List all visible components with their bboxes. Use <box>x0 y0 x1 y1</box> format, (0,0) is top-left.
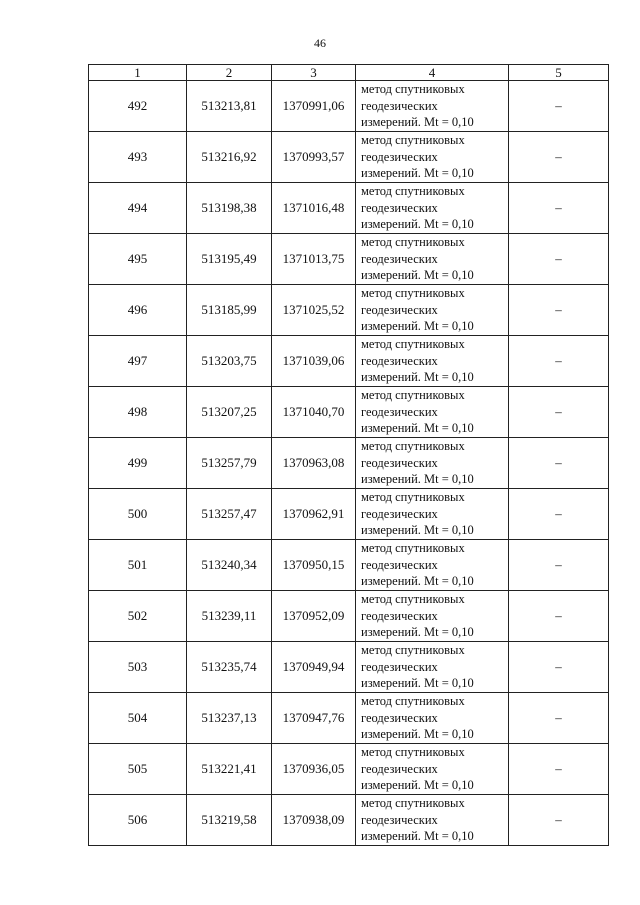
y-coordinate-cell: 1371025,52 <box>272 285 356 336</box>
method-line: геодезических <box>361 608 438 623</box>
method-line: метод спутниковых <box>361 796 465 811</box>
method-line: измерений. Mt = 0,10 <box>361 319 474 334</box>
method-line: геодезических <box>361 659 438 674</box>
method-line: измерений. Mt = 0,10 <box>361 472 474 487</box>
point-number-cell: 499 <box>89 438 187 489</box>
y-coordinate-cell: 1370993,57 <box>272 132 356 183</box>
method-line: геодезических <box>361 710 438 725</box>
method-cell <box>356 438 509 489</box>
x-coordinate-cell: 513219,58 <box>187 795 272 846</box>
method-line: метод спутниковых <box>361 490 465 505</box>
note-cell: – <box>509 285 609 336</box>
point-number-cell: 498 <box>89 387 187 438</box>
method-line: измерений. Mt = 0,10 <box>361 370 474 385</box>
note-cell: – <box>509 438 609 489</box>
point-number-cell: 506 <box>89 795 187 846</box>
method-line: измерений. Mt = 0,10 <box>361 676 474 691</box>
method-cell <box>356 642 509 693</box>
table-row <box>89 234 609 285</box>
method-cell <box>356 387 509 438</box>
y-coordinate-cell: 1370962,91 <box>272 489 356 540</box>
method-cell <box>356 81 509 132</box>
note-cell: – <box>509 795 609 846</box>
y-coordinate-cell: 1370947,76 <box>272 693 356 744</box>
method-line: измерений. Mt = 0,10 <box>361 625 474 640</box>
method-line: измерений. Mt = 0,10 <box>361 268 474 283</box>
method-line: геодезических <box>361 557 438 572</box>
method-cell <box>356 336 509 387</box>
column-header-5: 5 <box>509 65 609 81</box>
x-coordinate-cell: 513239,11 <box>187 591 272 642</box>
table-row <box>89 81 609 132</box>
method-cell <box>356 285 509 336</box>
point-number-cell: 497 <box>89 336 187 387</box>
method-line: метод спутниковых <box>361 133 465 148</box>
method-line: измерений. Mt = 0,10 <box>361 574 474 589</box>
note-cell: – <box>509 387 609 438</box>
point-number-cell: 503 <box>89 642 187 693</box>
method-line: измерений. Mt = 0,10 <box>361 829 474 844</box>
method-cell <box>356 591 509 642</box>
method-line: измерений. Mt = 0,10 <box>361 115 474 130</box>
y-coordinate-cell: 1370936,05 <box>272 744 356 795</box>
method-cell <box>356 234 509 285</box>
y-coordinate-cell: 1370963,08 <box>272 438 356 489</box>
method-line: измерений. Mt = 0,10 <box>361 523 474 538</box>
table-row <box>89 795 609 846</box>
x-coordinate-cell: 513237,13 <box>187 693 272 744</box>
table-body <box>89 81 609 846</box>
method-line: метод спутниковых <box>361 439 465 454</box>
x-coordinate-cell: 513203,75 <box>187 336 272 387</box>
y-coordinate-cell: 1371040,70 <box>272 387 356 438</box>
x-coordinate-cell: 513235,74 <box>187 642 272 693</box>
method-line: метод спутниковых <box>361 337 465 352</box>
y-coordinate-cell: 1370938,09 <box>272 795 356 846</box>
x-coordinate-cell: 513240,34 <box>187 540 272 591</box>
table-row <box>89 693 609 744</box>
table-row <box>89 183 609 234</box>
note-cell: – <box>509 183 609 234</box>
table-row <box>89 591 609 642</box>
note-cell: – <box>509 591 609 642</box>
method-line: метод спутниковых <box>361 541 465 556</box>
column-header-1: 1 <box>89 65 187 81</box>
x-coordinate-cell: 513207,25 <box>187 387 272 438</box>
table-row <box>89 438 609 489</box>
method-line: геодезических <box>361 455 438 470</box>
note-cell: – <box>509 744 609 795</box>
note-cell: – <box>509 642 609 693</box>
table-row <box>89 744 609 795</box>
method-line: геодезических <box>361 506 438 521</box>
table-row <box>89 285 609 336</box>
point-number-cell: 505 <box>89 744 187 795</box>
point-number-cell: 504 <box>89 693 187 744</box>
note-cell: – <box>509 336 609 387</box>
table-header-row <box>89 65 609 81</box>
y-coordinate-cell: 1370952,09 <box>272 591 356 642</box>
table-row <box>89 387 609 438</box>
x-coordinate-cell: 513195,49 <box>187 234 272 285</box>
method-line: измерений. Mt = 0,10 <box>361 421 474 436</box>
method-line: геодезических <box>361 98 438 113</box>
note-cell: – <box>509 234 609 285</box>
method-line: геодезических <box>361 761 438 776</box>
method-cell <box>356 132 509 183</box>
method-line: геодезических <box>361 812 438 827</box>
y-coordinate-cell: 1371013,75 <box>272 234 356 285</box>
point-number-cell: 502 <box>89 591 187 642</box>
method-line: геодезических <box>361 404 438 419</box>
method-line: метод спутниковых <box>361 592 465 607</box>
method-line: измерений. Mt = 0,10 <box>361 778 474 793</box>
coordinates-table <box>88 64 609 846</box>
y-coordinate-cell: 1371016,48 <box>272 183 356 234</box>
y-coordinate-cell: 1370991,06 <box>272 81 356 132</box>
x-coordinate-cell: 513257,79 <box>187 438 272 489</box>
method-line: метод спутниковых <box>361 745 465 760</box>
note-cell: – <box>509 540 609 591</box>
method-line: метод спутниковых <box>361 235 465 250</box>
table-row <box>89 132 609 183</box>
column-header-3: 3 <box>272 65 356 81</box>
x-coordinate-cell: 513257,47 <box>187 489 272 540</box>
method-cell <box>356 489 509 540</box>
method-line: геодезических <box>361 251 438 266</box>
method-cell <box>356 183 509 234</box>
point-number-cell: 501 <box>89 540 187 591</box>
method-cell <box>356 540 509 591</box>
method-line: геодезических <box>361 200 438 215</box>
method-cell <box>356 744 509 795</box>
point-number-cell: 495 <box>89 234 187 285</box>
point-number-cell: 492 <box>89 81 187 132</box>
note-cell: – <box>509 81 609 132</box>
x-coordinate-cell: 513198,38 <box>187 183 272 234</box>
method-line: измерений. Mt = 0,10 <box>361 217 474 232</box>
method-line: измерений. Mt = 0,10 <box>361 727 474 742</box>
method-line: метод спутниковых <box>361 388 465 403</box>
method-cell <box>356 693 509 744</box>
point-number-cell: 493 <box>89 132 187 183</box>
method-line: метод спутниковых <box>361 184 465 199</box>
point-number-cell: 496 <box>89 285 187 336</box>
column-header-4: 4 <box>356 65 509 81</box>
method-line: геодезических <box>361 302 438 317</box>
point-number-cell: 494 <box>89 183 187 234</box>
method-cell <box>356 795 509 846</box>
table-row <box>89 642 609 693</box>
method-line: метод спутниковых <box>361 286 465 301</box>
x-coordinate-cell: 513221,41 <box>187 744 272 795</box>
note-cell: – <box>509 489 609 540</box>
x-coordinate-cell: 513213,81 <box>187 81 272 132</box>
y-coordinate-cell: 1371039,06 <box>272 336 356 387</box>
table-row <box>89 336 609 387</box>
method-line: геодезических <box>361 353 438 368</box>
y-coordinate-cell: 1370949,94 <box>272 642 356 693</box>
table-row <box>89 489 609 540</box>
table-row <box>89 540 609 591</box>
method-line: метод спутниковых <box>361 82 465 97</box>
method-line: метод спутниковых <box>361 694 465 709</box>
x-coordinate-cell: 513216,92 <box>187 132 272 183</box>
method-line: метод спутниковых <box>361 643 465 658</box>
x-coordinate-cell: 513185,99 <box>187 285 272 336</box>
point-number-cell: 500 <box>89 489 187 540</box>
method-line: измерений. Mt = 0,10 <box>361 166 474 181</box>
note-cell: – <box>509 132 609 183</box>
method-line: геодезических <box>361 149 438 164</box>
y-coordinate-cell: 1370950,15 <box>272 540 356 591</box>
note-cell: – <box>509 693 609 744</box>
page-number: 46 <box>314 36 326 50</box>
column-header-2: 2 <box>187 65 272 81</box>
